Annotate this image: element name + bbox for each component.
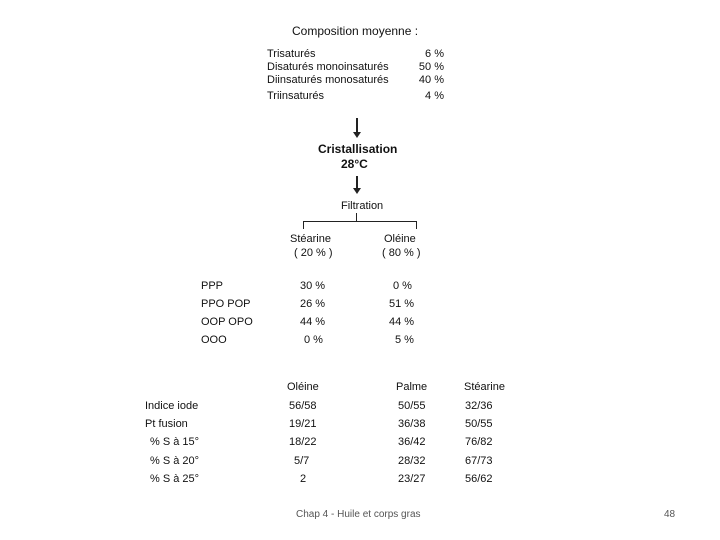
props-oleine-iode: 56/58 — [289, 400, 317, 412]
props-label-iode: Indice iode — [145, 400, 199, 412]
props-label-s15: % S à 15° — [150, 436, 200, 448]
tag-oleine-ppo: 51 % — [389, 298, 415, 310]
down-arrow-icon — [356, 176, 358, 190]
props-oleine-s15: 18/22 — [289, 436, 317, 448]
stearine-heading: Stéarine — [290, 233, 331, 245]
tag-label-oop: OOP OPO — [201, 316, 253, 328]
tag-label-ooo: OOO — [201, 334, 227, 346]
props-header-palme: Palme — [396, 381, 428, 393]
props-stearine-s25: 56/62 — [465, 473, 493, 485]
composition-value-4: 4 % — [425, 90, 444, 102]
props-label-fusion: Pt fusion — [145, 418, 188, 430]
tag-oleine-ppp: 0 % — [393, 280, 412, 292]
props-oleine-s20: 5/7 — [294, 455, 310, 467]
tag-oleine-oop: 44 % — [389, 316, 415, 328]
composition-title: Composition moyenne : — [292, 24, 419, 38]
props-header-oleine: Oléine — [287, 381, 319, 393]
props-header-stearine: Stéarine — [464, 381, 505, 393]
tag-stearine-ppp: 30 % — [300, 280, 326, 292]
props-label-s20: % S à 20° — [150, 455, 200, 467]
tag-label-ppp: PPP — [201, 280, 224, 292]
props-stearine-iode: 32/36 — [465, 400, 493, 412]
props-label-s25: % S à 25° — [150, 473, 200, 485]
props-palme-s25: 23/27 — [398, 473, 426, 485]
tag-label-ppo: PPO POP — [201, 298, 251, 310]
down-arrow-icon — [356, 118, 358, 134]
props-oleine-s25: 2 — [300, 473, 307, 485]
props-stearine-s15: 76/82 — [465, 436, 493, 448]
tag-stearine-oop: 44 % — [300, 316, 326, 328]
composition-label-3: Diinsaturés monosaturés — [267, 74, 389, 86]
footer-caption: Chap 4 - Huile et corps gras — [296, 509, 421, 520]
oleine-share: ( 80 % ) — [382, 247, 421, 259]
composition-label-2: Disaturés monoinsaturés — [267, 61, 389, 73]
composition-label-4: Triinsaturés — [267, 90, 325, 102]
composition-value-1: 6 % — [425, 48, 444, 60]
oleine-heading: Oléine — [384, 233, 416, 245]
split-left-leg — [303, 221, 304, 229]
props-stearine-fusion: 50/55 — [465, 418, 493, 430]
stearine-share: ( 20 % ) — [294, 247, 333, 259]
split-right-leg — [416, 221, 417, 229]
crystallisation-label: Cristallisation — [318, 142, 398, 156]
composition-value-3: 40 % — [418, 74, 444, 86]
page-number: 48 — [664, 509, 676, 520]
props-stearine-s20: 67/73 — [465, 455, 493, 467]
props-palme-iode: 50/55 — [398, 400, 426, 412]
composition-label-1: Trisaturés — [267, 48, 316, 60]
filtration-label: Filtration — [341, 200, 384, 212]
props-palme-s15: 36/42 — [398, 436, 426, 448]
tag-stearine-ppo: 26 % — [300, 298, 326, 310]
tag-oleine-ooo: 5 % — [395, 334, 414, 346]
props-oleine-fusion: 19/21 — [289, 418, 317, 430]
props-palme-fusion: 36/38 — [398, 418, 426, 430]
split-stem — [356, 213, 357, 221]
split-bar — [303, 221, 417, 222]
crystallisation-temp: 28°C — [341, 157, 368, 171]
composition-value-2: 50 % — [418, 61, 444, 73]
tag-stearine-ooo: 0 % — [304, 334, 323, 346]
props-palme-s20: 28/32 — [398, 455, 426, 467]
